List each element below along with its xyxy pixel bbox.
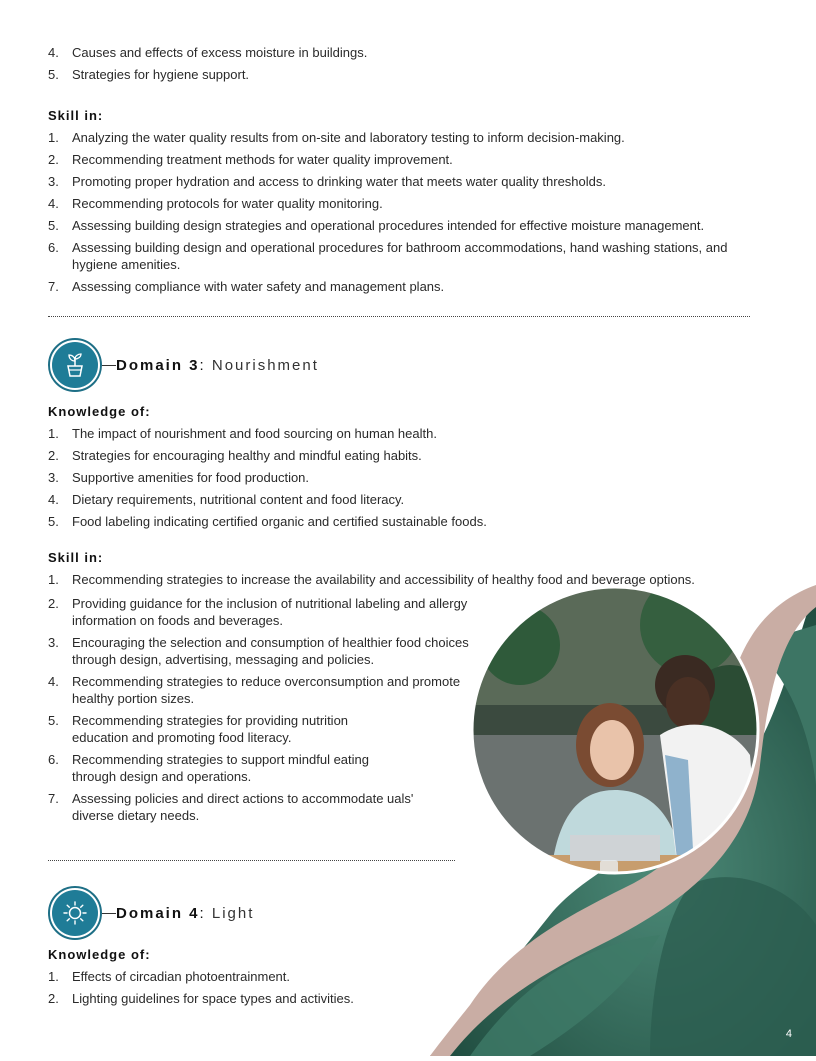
domain-3-title xyxy=(48,338,319,392)
section-heading: Knowledge of: xyxy=(48,947,151,962)
list-item: 6. Recommending strategies to support mindful eating through design and operations. xyxy=(48,752,369,784)
water-skills xyxy=(48,108,768,300)
domain-3-badge xyxy=(48,338,102,392)
list-item: 1. Effects of circadian photoentrainment. xyxy=(48,969,290,984)
section-heading: Skill in: xyxy=(48,108,104,123)
sun-icon xyxy=(61,899,89,927)
page-number: 4 xyxy=(785,1028,792,1040)
list-item: 5. Assessing building design strategies and operational procedures intended for effective moisture management. xyxy=(48,218,705,233)
list-item: 3. Supportive amenities for food production. xyxy=(48,470,310,485)
list-item: 4. Recommending protocols for water quality monitoring. xyxy=(48,196,383,211)
list-item: 7. Assessing policies and direct actions to accommodate uals' diverse dietary needs. xyxy=(48,791,414,823)
list-item: 6. Assessing building design and operational procedures for bathroom accommodations, hand washing stations, and hygiene amenities. xyxy=(48,240,728,272)
section-divider xyxy=(48,316,750,317)
list-item: 4. Causes and effects of excess moisture in buildings. xyxy=(48,45,368,60)
list-item: 3. Encouraging the selection and consumption of healthier food choices through design, advertising, messaging and policies. xyxy=(48,635,469,667)
list-item: 4. Recommending strategies to reduce overconsumption and promote healthy portion sizes. xyxy=(48,674,461,706)
list-item: 5. Recommending strategies for providing nutrition education and promoting food literacy. xyxy=(48,713,349,745)
list-item: 3. Promoting proper hydration and access to drinking water that meets water quality thresholds. xyxy=(48,174,606,189)
list-item: 2. Lighting guidelines for space types and activities. xyxy=(48,991,354,1006)
plant-pot-icon xyxy=(61,351,89,379)
list-item: 5. Strategies for hygiene support. xyxy=(48,67,250,82)
nourishment-skills xyxy=(48,550,748,829)
list-item: 5. Food labeling indicating certified organic and certified sustainable foods. xyxy=(48,514,487,529)
section-heading: Skill in: xyxy=(48,550,104,565)
list-item: 4. Dietary requirements, nutritional content and food literacy. xyxy=(48,492,405,507)
domain-4-title xyxy=(48,886,254,940)
list-item: 7. Assessing compliance with water safety and management plans. xyxy=(48,279,445,294)
domain-4-heading: Domain 4: Light xyxy=(116,904,255,922)
section-heading: Knowledge of: xyxy=(48,404,151,419)
list-item: 1. The impact of nourishment and food sourcing on human health. xyxy=(48,426,437,441)
list-item: 2. Providing guidance for the inclusion of nutritional labeling and allergy information on foods and beverages. xyxy=(48,596,468,628)
list-item: 1. Recommending strategies to increase the availability and accessibility of healthy food and beverage options. xyxy=(48,572,695,587)
domain-4-badge xyxy=(48,886,102,940)
light-knowledge xyxy=(48,947,448,1012)
nourishment-knowledge xyxy=(48,404,768,535)
domain-3-heading: Domain 3: Nourishment xyxy=(116,356,319,374)
list-item: 1. Analyzing the water quality results from on-site and laboratory testing to inform decision-making. xyxy=(48,130,625,145)
section-divider xyxy=(48,860,455,861)
water-knowledge-tail xyxy=(48,44,768,88)
list-item: 2. Strategies for encouraging healthy and mindful eating habits. xyxy=(48,448,422,463)
list-item: 2. Recommending treatment methods for water quality improvement. xyxy=(48,152,453,167)
